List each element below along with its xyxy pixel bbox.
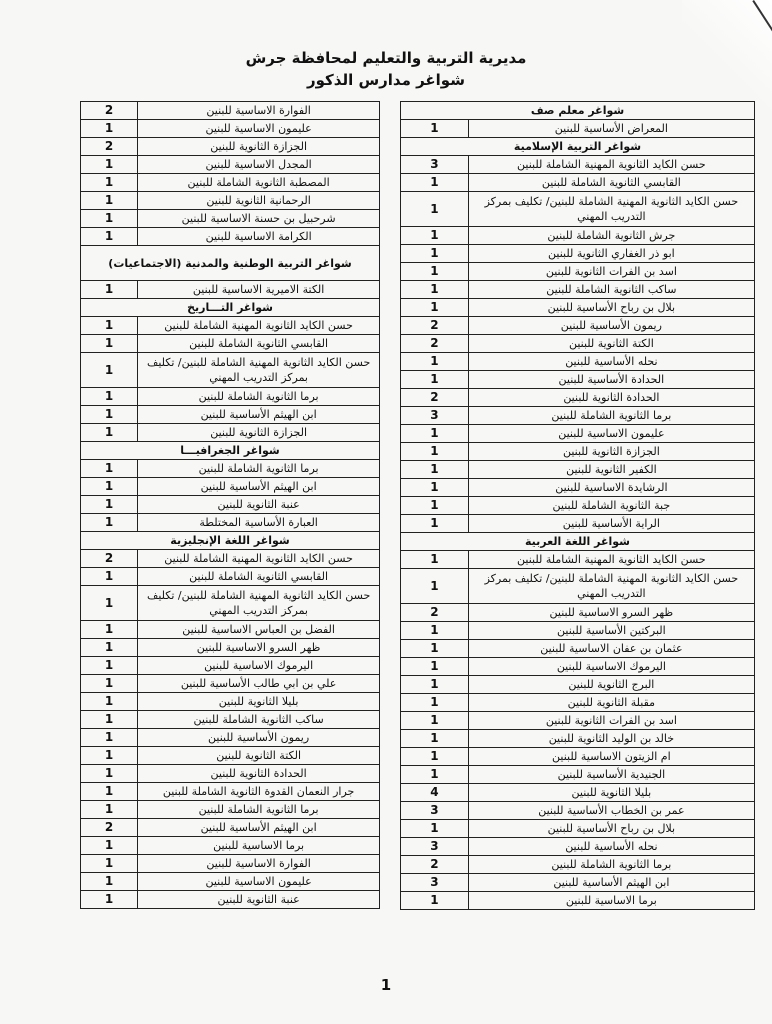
- vacancy-count: 1: [81, 675, 138, 693]
- table-row: [401, 622, 755, 640]
- vacancy-count: 2: [81, 102, 138, 120]
- table-row: [81, 514, 380, 532]
- vacancy-count: 2: [401, 317, 469, 335]
- vacancy-count: 2: [401, 389, 469, 407]
- table-row: [81, 120, 380, 138]
- vacancy-count: 1: [401, 443, 469, 461]
- vacancy-count: 1: [81, 873, 138, 891]
- school-name: الجنيدية الأساسية للبنين: [468, 766, 754, 784]
- school-name: الفوارة الاساسية للبنين: [138, 102, 380, 120]
- document-subtitle: شواغر مدارس الذكور: [307, 71, 465, 89]
- table-row: [81, 281, 380, 299]
- vacancy-count: 1: [81, 406, 138, 424]
- section-header-row: [401, 102, 755, 120]
- school-name: العبارة الأساسية المختلطة: [138, 514, 380, 532]
- school-name: ريمون الأساسية للبنين: [138, 729, 380, 747]
- school-name: اليرموك الاساسية للبنين: [138, 657, 380, 675]
- vacancy-count: 3: [401, 802, 469, 820]
- vacancies-table-left: [80, 101, 380, 909]
- table-row: [81, 228, 380, 246]
- vacancy-count: 1: [81, 765, 138, 783]
- vacancy-count: 1: [401, 120, 469, 138]
- table-row: [81, 639, 380, 657]
- table-row: [401, 353, 755, 371]
- vacancy-count: 3: [401, 838, 469, 856]
- vacancy-count: 1: [401, 730, 469, 748]
- vacancy-count: 1: [81, 711, 138, 729]
- school-name: جرار النعمان القدوة الثانوية الشاملة للبنين: [138, 783, 380, 801]
- table-row: [81, 550, 380, 568]
- table-row: [401, 604, 755, 622]
- vacancy-count: 3: [401, 407, 469, 425]
- vacancy-count: 1: [401, 227, 469, 245]
- vacancy-count: 1: [81, 496, 138, 514]
- section-title: شواغر التربية الإسلامية: [401, 138, 755, 156]
- school-name: الحدادة الثانوية للبنين: [468, 389, 754, 407]
- table-row: [81, 192, 380, 210]
- table-row: [401, 802, 755, 820]
- table-row: [81, 747, 380, 765]
- school-name: الفوارة الاساسية للبنين: [138, 855, 380, 873]
- vacancy-count: 4: [401, 784, 469, 802]
- school-name: بليلا الثانوية للبنين: [468, 784, 754, 802]
- school-name: المجدل الاساسية للبنين: [138, 156, 380, 174]
- table-row: [401, 281, 755, 299]
- vacancy-count: 1: [81, 424, 138, 442]
- school-name: الرحمانية الثانوية للبنين: [138, 192, 380, 210]
- section-title: شواغر الجغرافيـــا: [81, 442, 380, 460]
- table-row: [401, 317, 755, 335]
- vacancy-count: 1: [401, 748, 469, 766]
- table-row: [401, 263, 755, 281]
- table-row: [401, 676, 755, 694]
- school-name: الرشايدة الاساسية للبنين: [468, 479, 754, 497]
- school-name: البركتين الأساسية للبنين: [468, 622, 754, 640]
- table-row: [81, 388, 380, 406]
- school-name: حسن الكايد الثانوية المهنية الشاملة للبنين/ تكليف بمركز التدريب المهني: [468, 192, 754, 227]
- vacancy-count: 1: [81, 837, 138, 855]
- vacancy-count: 2: [81, 138, 138, 156]
- table-row: [81, 586, 380, 621]
- vacancy-count: 1: [81, 317, 138, 335]
- vacancy-count: 1: [81, 747, 138, 765]
- school-name: اليرموك الاساسية للبنين: [468, 658, 754, 676]
- table-row: [81, 568, 380, 586]
- school-name: حسن الكايد الثانوية المهنية الشاملة للبنين: [138, 317, 380, 335]
- table-row: [401, 335, 755, 353]
- vacancy-count: 1: [401, 640, 469, 658]
- school-name: اسد بن الفرات الثانوية للبنين: [468, 263, 754, 281]
- table-row: [81, 693, 380, 711]
- vacancy-count: 1: [81, 639, 138, 657]
- section-header-row: [81, 246, 380, 281]
- school-name: شرحبيل بن حسنة الاساسية للبنين: [138, 210, 380, 228]
- vacancy-count: 1: [401, 569, 469, 604]
- school-name: مقبلة الثانوية للبنين: [468, 694, 754, 712]
- school-name: عمر بن الخطاب الأساسية للبنين: [468, 802, 754, 820]
- school-name: ريمون الأساسية للبنين: [468, 317, 754, 335]
- table-row: [81, 156, 380, 174]
- vacancy-count: 1: [81, 586, 138, 621]
- vacancy-count: 1: [401, 676, 469, 694]
- table-row: [401, 120, 755, 138]
- vacancy-count: 1: [401, 658, 469, 676]
- vacancy-count: 1: [81, 729, 138, 747]
- school-name: برما الثانوية الشاملة للبنين: [138, 460, 380, 478]
- school-name: الجزازة الثانوية للبنين: [138, 138, 380, 156]
- document-header: [0, 48, 772, 90]
- table-row: [401, 174, 755, 192]
- vacancy-count: 1: [401, 892, 469, 910]
- school-name: حسن الكايد الثانوية المهنية الشاملة للبنين: [138, 550, 380, 568]
- vacancy-count: 1: [401, 820, 469, 838]
- vacancy-count: 2: [81, 819, 138, 837]
- vacancy-count: 1: [81, 120, 138, 138]
- section-header-row: [81, 442, 380, 460]
- vacancy-count: 1: [81, 210, 138, 228]
- vacancies-table-right: [400, 101, 755, 910]
- school-name: نحله الأساسية للبنين: [468, 353, 754, 371]
- school-name: حسن الكايد الثانوية المهنية الشاملة للبنين/ تكليف بمركز التدريب المهني: [138, 586, 380, 621]
- table-row: [81, 138, 380, 156]
- vacancy-count: 3: [401, 156, 469, 174]
- vacancy-count: 1: [401, 622, 469, 640]
- table-row: [401, 569, 755, 604]
- school-name: برما الثانوية الشاملة للبنين: [138, 388, 380, 406]
- table-row: [81, 801, 380, 819]
- section-header-row: [401, 533, 755, 551]
- table-row: [81, 837, 380, 855]
- vacancy-count: 1: [401, 712, 469, 730]
- table-row: [81, 765, 380, 783]
- school-name: عنبة الثانوية للبنين: [138, 891, 380, 909]
- vacancy-count: 1: [401, 515, 469, 533]
- table-row: [401, 425, 755, 443]
- section-header-row: [401, 138, 755, 156]
- school-name: برما الثانوية الشاملة للبنين: [468, 407, 754, 425]
- vacancy-count: 1: [81, 801, 138, 819]
- vacancy-count: 1: [81, 657, 138, 675]
- vacancy-count: 1: [81, 228, 138, 246]
- table-row: [401, 712, 755, 730]
- vacancy-count: 1: [401, 281, 469, 299]
- vacancy-count: 1: [401, 353, 469, 371]
- school-name: برما الثانوية الشاملة للبنين: [468, 856, 754, 874]
- school-name: جرش الثانوية الشاملة للبنين: [468, 227, 754, 245]
- school-name: ابو ذر الغفاري الثانوية للبنين: [468, 245, 754, 263]
- school-name: عليمون الاساسية للبنين: [468, 425, 754, 443]
- school-name: اسد بن الفرات الثانوية للبنين: [468, 712, 754, 730]
- school-name: الجزازة الثانوية للبنين: [468, 443, 754, 461]
- section-title: شواغر اللغة العربية: [401, 533, 755, 551]
- school-name: الحدادة الثانوية للبنين: [138, 765, 380, 783]
- table-row: [401, 227, 755, 245]
- table-row: [401, 245, 755, 263]
- school-name: ظهر السرو الاساسية للبنين: [468, 604, 754, 622]
- table-row: [81, 353, 380, 388]
- school-name: حسن الكايد الثانوية المهنية الشاملة للبنين: [468, 156, 754, 174]
- vacancy-count: 1: [81, 281, 138, 299]
- vacancy-count: 1: [81, 568, 138, 586]
- table-row: [401, 820, 755, 838]
- school-name: المصطبة الثانوية الشاملة للبنين: [138, 174, 380, 192]
- school-name: عليمون الاساسية للبنين: [138, 873, 380, 891]
- table-row: [81, 210, 380, 228]
- school-name: القابسي الثانوية الشاملة للبنين: [138, 568, 380, 586]
- section-title: شواغر معلم صف: [401, 102, 755, 120]
- vacancy-count: 2: [401, 856, 469, 874]
- table-row: [81, 819, 380, 837]
- table-row: [81, 657, 380, 675]
- vacancy-count: 1: [401, 766, 469, 784]
- school-name: برما الثانوية الشاملة للبنين: [138, 801, 380, 819]
- school-name: ابن الهيثم الأساسية للبنين: [138, 406, 380, 424]
- table-row: [401, 479, 755, 497]
- directorate-title: مديرية التربية والتعليم لمحافظة جرش: [245, 49, 527, 67]
- vacancy-count: 1: [401, 497, 469, 515]
- table-row: [401, 856, 755, 874]
- vacancy-count: 1: [401, 551, 469, 569]
- school-name: ساكب الثانوية الشاملة للبنين: [468, 281, 754, 299]
- table-row: [401, 784, 755, 802]
- table-row: [401, 551, 755, 569]
- vacancy-count: 1: [401, 245, 469, 263]
- school-name: ظهر السرو الاساسية للبنين: [138, 639, 380, 657]
- table-row: [81, 873, 380, 891]
- school-name: ساكب الثانوية الشاملة للبنين: [138, 711, 380, 729]
- section-title: شواغر التربية الوطنية والمدنية (الاجتماعيات): [81, 246, 380, 281]
- section-header-row: [81, 299, 380, 317]
- table-row: [401, 443, 755, 461]
- school-name: القابسي الثانوية الشاملة للبنين: [468, 174, 754, 192]
- school-name: جبة الثانوية الشاملة للبنين: [468, 497, 754, 515]
- table-row: [401, 461, 755, 479]
- vacancy-count: 1: [81, 783, 138, 801]
- school-name: القابسي الثانوية الشاملة للبنين: [138, 335, 380, 353]
- vacancy-count: 1: [401, 694, 469, 712]
- table-row: [81, 424, 380, 442]
- table-row: [81, 496, 380, 514]
- school-name: بلال بن رباح الأساسية للبنين: [468, 299, 754, 317]
- vacancy-count: 2: [401, 335, 469, 353]
- page-number: 1: [380, 976, 392, 994]
- vacancy-count: 1: [401, 263, 469, 281]
- vacancy-count: 1: [401, 174, 469, 192]
- school-name: ابن الهيثم الأساسية للبنين: [138, 819, 380, 837]
- school-name: برما الاساسية للبنين: [138, 837, 380, 855]
- school-name: الكتة الاميرية الاساسية للبنين: [138, 281, 380, 299]
- school-name: الفضل بن العباس الاساسية للبنين: [138, 621, 380, 639]
- school-name: عثمان بن عفان الاساسية للبنين: [468, 640, 754, 658]
- table-row: [401, 389, 755, 407]
- school-name: الكتة الثانوية للبنين: [138, 747, 380, 765]
- vacancy-count: 1: [81, 478, 138, 496]
- table-row: [81, 675, 380, 693]
- school-name: ابن الهيثم الأساسية للبنين: [468, 874, 754, 892]
- table-row: [401, 192, 755, 227]
- vacancy-count: 2: [81, 550, 138, 568]
- table-row: [81, 317, 380, 335]
- vacancy-count: 1: [401, 192, 469, 227]
- table-row: [81, 891, 380, 909]
- school-name: بليلا الثانوية للبنين: [138, 693, 380, 711]
- table-row: [81, 406, 380, 424]
- table-row: [401, 407, 755, 425]
- vacancy-count: 1: [401, 479, 469, 497]
- school-name: علي بن ابي طالب الأساسية للبنين: [138, 675, 380, 693]
- table-row: [81, 102, 380, 120]
- school-name: الكفير الثانوية للبنين: [468, 461, 754, 479]
- section-header-row: [81, 532, 380, 550]
- school-name: حسن الكايد الثانوية المهنية الشاملة للبنين/ تكليف بمركز التدريب المهني: [138, 353, 380, 388]
- vacancy-count: 1: [81, 388, 138, 406]
- vacancy-count: 1: [81, 353, 138, 388]
- table-row: [81, 855, 380, 873]
- table-row: [81, 478, 380, 496]
- table-row: [401, 730, 755, 748]
- vacancy-count: 1: [401, 425, 469, 443]
- vacancy-count: 1: [81, 693, 138, 711]
- vacancy-count: 1: [81, 192, 138, 210]
- table-row: [401, 156, 755, 174]
- table-row: [401, 515, 755, 533]
- school-name: الراية الأساسية للبنين: [468, 515, 754, 533]
- table-row: [401, 874, 755, 892]
- school-name: حسن الكايد الثانوية المهنية الشاملة للبنين: [468, 551, 754, 569]
- school-name: الجزازة الثانوية للبنين: [138, 424, 380, 442]
- vacancy-count: 1: [81, 335, 138, 353]
- table-row: [401, 640, 755, 658]
- table-row: [401, 371, 755, 389]
- school-name: المعراض الأساسية للبنين: [468, 120, 754, 138]
- school-name: عنبة الثانوية للبنين: [138, 496, 380, 514]
- vacancy-count: 1: [401, 299, 469, 317]
- school-name: عليمون الاساسية للبنين: [138, 120, 380, 138]
- table-row: [401, 838, 755, 856]
- vacancy-count: 1: [401, 461, 469, 479]
- table-row: [81, 729, 380, 747]
- section-title: شواغر اللغة الإنجليزية: [81, 532, 380, 550]
- table-row: [81, 174, 380, 192]
- table-row: [81, 460, 380, 478]
- vacancy-count: 1: [81, 460, 138, 478]
- vacancy-count: 3: [401, 874, 469, 892]
- vacancy-count: 1: [81, 514, 138, 532]
- table-row: [401, 892, 755, 910]
- vacancy-count: 1: [401, 371, 469, 389]
- table-row: [81, 335, 380, 353]
- vacancy-count: 1: [81, 891, 138, 909]
- school-name: حسن الكايد الثانوية المهنية الشاملة للبنين/ تكليف بمركز التدريب المهني: [468, 569, 754, 604]
- table-row: [81, 783, 380, 801]
- vacancy-count: 1: [81, 174, 138, 192]
- school-name: الكتة الثانوية للبنين: [468, 335, 754, 353]
- school-name: الحدادة الأساسية للبنين: [468, 371, 754, 389]
- school-name: نحله الأساسية للبنين: [468, 838, 754, 856]
- table-row: [81, 621, 380, 639]
- table-row: [401, 658, 755, 676]
- vacancy-count: 1: [81, 621, 138, 639]
- school-name: البرج الثانوية للبنين: [468, 676, 754, 694]
- vacancy-count: 1: [81, 156, 138, 174]
- school-name: برما الاساسية للبنين: [468, 892, 754, 910]
- section-title: شواغر التـــاريخ: [81, 299, 380, 317]
- school-name: ام الزيتون الاساسية للبنين: [468, 748, 754, 766]
- table-row: [401, 299, 755, 317]
- table-row: [401, 497, 755, 515]
- table-row: [401, 766, 755, 784]
- vacancy-count: 1: [81, 855, 138, 873]
- table-row: [81, 711, 380, 729]
- school-name: خالد بن الوليد الثانوية للبنين: [468, 730, 754, 748]
- school-name: بلال بن رباح الأساسية للبنين: [468, 820, 754, 838]
- table-row: [401, 748, 755, 766]
- school-name: الكرامة الاساسية للبنين: [138, 228, 380, 246]
- table-row: [401, 694, 755, 712]
- school-name: ابن الهيثم الأساسية للبنين: [138, 478, 380, 496]
- vacancy-count: 2: [401, 604, 469, 622]
